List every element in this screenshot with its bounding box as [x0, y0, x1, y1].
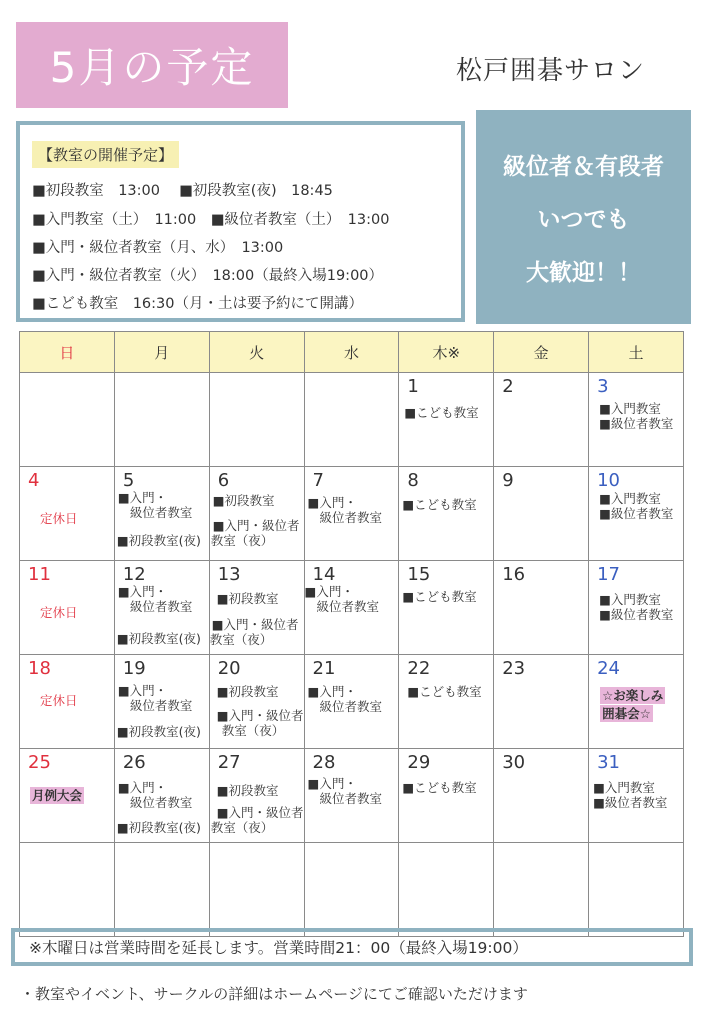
day-cell — [304, 749, 399, 843]
day-cell — [399, 561, 494, 655]
event-nyumon-kyui: ■入門・ — [117, 490, 168, 505]
fun-go-event: ☆お楽しみ — [602, 688, 664, 703]
day-number: 5 — [122, 470, 135, 491]
event-nyumon-kyui: 級位者教室 — [129, 505, 193, 520]
day-cell — [589, 561, 684, 655]
event-nyumon-kyui: 級位者教室 — [319, 791, 383, 806]
day-number: 29 — [407, 752, 431, 773]
day-number: 20 — [217, 658, 241, 679]
day-cell-empty — [114, 843, 209, 937]
welcome-line: 級位者＆有段者 — [503, 153, 664, 180]
event-nyumon-kyui: 級位者教室 — [129, 599, 193, 614]
day-cell — [209, 467, 304, 561]
event-nyumon-kyui: ■入門・ — [304, 584, 354, 599]
schedule-line: ■初段教室 13:00 ■初段教室(夜) 18:45 — [32, 183, 333, 199]
event-nyumon-kyui: 級位者教室 — [129, 795, 193, 810]
day-cell — [589, 373, 684, 467]
day-number: 19 — [122, 658, 146, 679]
day-cell-empty — [399, 843, 494, 937]
day-cell-empty — [114, 373, 209, 467]
welcome-line: 大歓迎！！ — [526, 259, 641, 286]
day-cell — [494, 655, 589, 749]
day-cell — [114, 655, 209, 749]
day-number: 27 — [217, 752, 241, 773]
event-nyumon-kyui: 級位者教室 — [319, 510, 383, 525]
schedule-line: ■入門・級位者教室（火） 18:00（最終入場19:00） — [32, 268, 384, 284]
schedule-line: ■入門・級位者教室（月、水） 13:00 — [32, 240, 284, 256]
day-number: 10 — [597, 470, 620, 491]
event-shodan: ■初段教室 — [216, 684, 279, 699]
event-shodan: ■初段教室 — [216, 783, 279, 798]
day-cell — [589, 749, 684, 843]
day-cell — [20, 749, 115, 843]
thursday-notice: ※木曜日は営業時間を延長します。営業時間21：00（最終入場19:00） — [11, 928, 693, 966]
day-number: 6 — [217, 470, 230, 491]
day-cell — [494, 467, 589, 561]
day-cell — [494, 749, 589, 843]
event-kyui: ■級位者教室 — [599, 607, 674, 622]
weekday-thu: 木※ — [399, 332, 494, 373]
event-nyumon-kyui: 級位者教室 — [319, 699, 383, 714]
day-number: 13 — [217, 564, 241, 585]
weekday-mon: 月 — [114, 332, 209, 373]
event-tuesday: ■入門・級位者 — [216, 805, 304, 820]
event-shodan-night: ■初段教室(夜) — [116, 533, 201, 548]
weekday-tue: 火 — [209, 332, 304, 373]
event-nyumon: ■入門教室 — [599, 592, 661, 607]
event-shodan-night: ■初段教室(夜) — [116, 631, 201, 646]
day-number: 15 — [407, 564, 431, 585]
day-number: 3 — [597, 376, 609, 397]
event-kyui: ■級位者教室 — [593, 795, 668, 810]
day-cell-empty — [20, 373, 115, 467]
event-nyumon: ■入門教室 — [599, 401, 661, 416]
event-nyumon-kyui: ■入門・ — [117, 683, 168, 698]
event-nyumon-kyui: ■入門・ — [307, 776, 357, 791]
event-tuesday: 教室（夜） — [221, 723, 285, 738]
event-nyumon-kyui: ■入門・ — [117, 780, 168, 795]
event-shodan: ■初段教室 — [212, 493, 275, 508]
title-banner — [16, 22, 288, 108]
event-tuesday: ■入門・級位者 — [216, 708, 304, 723]
event-kodomo: ■こども教室 — [404, 405, 479, 420]
holiday-label: 定休日 — [40, 605, 78, 620]
day-number: 25 — [28, 752, 51, 773]
day-cell — [304, 655, 399, 749]
day-cell — [209, 561, 304, 655]
calendar-week — [20, 655, 684, 749]
event-kyui: ■級位者教室 — [599, 506, 674, 521]
weekday-fri: 金 — [494, 332, 589, 373]
event-kodomo: ■こども教室 — [407, 684, 482, 699]
welcome-panel — [476, 110, 691, 324]
day-number: 23 — [502, 658, 526, 679]
day-number: 11 — [28, 564, 51, 585]
day-number: 7 — [312, 470, 324, 491]
day-cell — [114, 749, 209, 843]
day-number: 18 — [28, 658, 51, 679]
day-number: 24 — [597, 658, 620, 679]
day-number: 17 — [597, 564, 620, 585]
event-kodomo: ■こども教室 — [402, 497, 477, 512]
event-tuesday: 教室（夜） — [209, 632, 273, 647]
day-number: 9 — [502, 470, 514, 491]
day-cell — [494, 373, 589, 467]
event-tuesday: ■入門・級位者 — [212, 518, 300, 533]
day-number: 2 — [502, 376, 514, 397]
schedule-box — [16, 121, 465, 322]
day-cell — [399, 467, 494, 561]
day-cell-empty — [20, 843, 115, 937]
day-cell — [494, 561, 589, 655]
day-number: 26 — [122, 752, 146, 773]
day-cell — [304, 561, 399, 655]
day-cell-empty — [589, 843, 684, 937]
page-title: 5月の予定 — [49, 43, 255, 92]
day-cell — [589, 655, 684, 749]
day-number: 22 — [407, 658, 431, 679]
day-cell — [20, 655, 115, 749]
event-shodan-night: ■初段教室(夜) — [116, 724, 201, 739]
holiday-label: 定休日 — [40, 693, 78, 708]
event-nyumon-kyui: ■入門・ — [117, 584, 168, 599]
event-shodan: ■初段教室 — [216, 591, 279, 606]
day-number: 12 — [122, 564, 146, 585]
schedule-line: ■こども教室 16:30（月・土は要予約にて開講） — [32, 296, 363, 312]
day-cell — [589, 467, 684, 561]
day-cell — [20, 561, 115, 655]
event-nyumon-kyui: ■入門・ — [307, 684, 357, 699]
schedule-title: 【教室の開催予定】 — [32, 141, 179, 168]
day-cell-empty — [304, 843, 399, 937]
calendar-week — [20, 843, 684, 937]
event-nyumon-kyui: ■入門・ — [307, 495, 357, 510]
event-tuesday: ■入門・級位者 — [211, 617, 299, 632]
day-cell — [209, 749, 304, 843]
event-kodomo: ■こども教室 — [402, 589, 477, 604]
event-nyumon: ■入門教室 — [599, 491, 661, 506]
monthly-tournament: 月例大会 — [32, 788, 83, 803]
day-number: 31 — [597, 752, 620, 773]
holiday-label: 定休日 — [40, 511, 78, 526]
footer-note: ・教室やイベント、サークルの詳細はホームページにてご確認いただけます — [20, 985, 528, 1003]
weekday-sat: 土 — [589, 332, 684, 373]
day-cell — [209, 655, 304, 749]
weekday-wed: 水 — [304, 332, 399, 373]
day-cell — [304, 467, 399, 561]
day-cell-empty — [209, 373, 304, 467]
day-cell — [399, 373, 494, 467]
calendar-header-row — [20, 332, 684, 373]
event-nyumon-kyui: 級位者教室 — [316, 599, 380, 614]
day-number: 28 — [312, 752, 336, 773]
day-cell — [114, 467, 209, 561]
calendar-week — [20, 467, 684, 561]
day-cell-empty — [209, 843, 304, 937]
day-number: 14 — [312, 564, 336, 585]
calendar-week — [20, 749, 684, 843]
schedule-line: ■入門教室（土） 11:00 ■級位者教室（土） 13:00 — [32, 212, 390, 228]
calendar-week — [20, 561, 684, 655]
event-tuesday: 教室（夜） — [210, 533, 274, 548]
day-cell — [114, 561, 209, 655]
day-number: 21 — [312, 658, 336, 679]
weekday-sun: 日 — [20, 332, 115, 373]
calendar — [19, 331, 684, 937]
event-nyumon-kyui: 級位者教室 — [129, 698, 193, 713]
salon-name: 松戸囲碁サロン — [456, 56, 646, 86]
day-cell — [399, 655, 494, 749]
day-cell-empty — [494, 843, 589, 937]
calendar-week — [20, 373, 684, 467]
day-cell — [399, 749, 494, 843]
day-number: 1 — [407, 376, 419, 397]
event-kodomo: ■こども教室 — [402, 780, 477, 795]
event-kyui: ■級位者教室 — [599, 416, 674, 431]
event-shodan-night: ■初段教室(夜) — [116, 820, 201, 835]
fun-go-event: 囲碁会☆ — [602, 706, 651, 721]
event-nyumon: ■入門教室 — [593, 780, 655, 795]
day-number: 8 — [407, 470, 419, 491]
day-number: 30 — [502, 752, 526, 773]
day-number: 16 — [502, 564, 526, 585]
welcome-line: いつでも — [537, 206, 630, 233]
day-cell-empty — [304, 373, 399, 467]
day-number: 4 — [28, 470, 40, 491]
day-cell — [20, 467, 115, 561]
event-tuesday: 教室（夜） — [210, 820, 274, 835]
